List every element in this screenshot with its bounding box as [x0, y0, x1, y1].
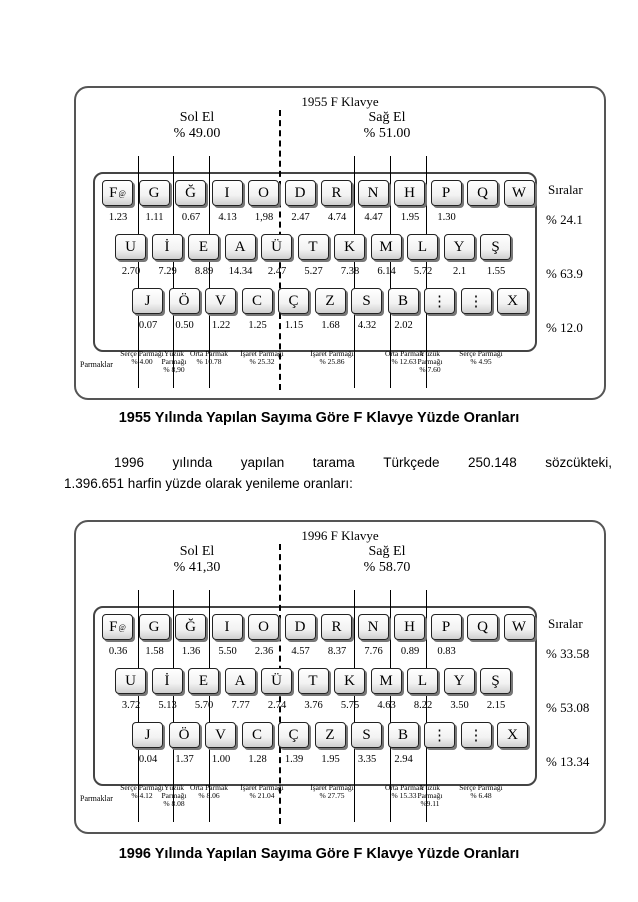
key-frequency-value: 1.15 [284, 320, 304, 331]
key-N [358, 614, 389, 640]
key-letter: Q [477, 184, 488, 201]
finger-label [310, 784, 354, 800]
key-letter: B [397, 292, 408, 309]
finger-percent: % 25.86 [319, 357, 345, 366]
finger-name: Orta Parmak [189, 349, 229, 358]
fingers-label: Parmaklar [80, 794, 113, 803]
key-letter: J [144, 292, 151, 309]
key-letter: Ş [491, 238, 500, 255]
finger-name: Yüzük Parmağı [417, 783, 443, 800]
key-G [139, 614, 170, 640]
finger-percent: %9.11 [420, 799, 440, 808]
key-letter: F [109, 184, 118, 201]
key-Q [467, 614, 498, 640]
key-frequency-value: 4.57 [291, 646, 310, 657]
key-Ş [480, 668, 511, 694]
key-S [351, 722, 382, 748]
key-letter: R [331, 618, 342, 635]
key-N [358, 180, 389, 206]
key-H [394, 614, 425, 640]
key-İ [152, 668, 183, 694]
key-letter: K [344, 238, 355, 255]
key-X [497, 288, 528, 314]
key-U [115, 234, 146, 260]
key-frequency-value: 2.74 [267, 700, 287, 711]
key-letter: V [215, 726, 226, 743]
key-K [334, 668, 365, 694]
row-percent: % 24.1 [546, 212, 583, 227]
key-letter: Y [453, 672, 465, 689]
key-Ç [278, 288, 309, 314]
key-frequency-value: 1.55 [486, 266, 506, 277]
key-R [321, 180, 352, 206]
key-V [205, 722, 236, 748]
hand-percent: % 41,30 [173, 560, 221, 575]
finger-percent: % 8.06 [198, 791, 220, 800]
key-Ö [169, 288, 200, 314]
key-frequency-value: 7.77 [231, 700, 250, 711]
finger-label [408, 350, 452, 374]
row-percent: % 33.58 [546, 646, 590, 661]
paragraph-line-1 [64, 452, 612, 473]
key-frequency-value: 5.72 [413, 266, 433, 277]
key-Ç [278, 722, 309, 748]
finger-percent: % 8.08 [163, 799, 185, 808]
key-frequency-value: 0.04 [138, 754, 158, 765]
finger-percent: % 21.04 [249, 791, 275, 800]
key-letter: P [441, 618, 451, 635]
key-letter: W [511, 618, 527, 635]
key-letter: Ü [271, 238, 282, 255]
keyboard-figure-1955 [74, 86, 606, 400]
key-letter: U [125, 672, 136, 689]
key-B [388, 722, 419, 748]
key-subscript: @ [118, 188, 126, 198]
key-frequency-value: 0.89 [400, 646, 420, 657]
key-V [205, 288, 236, 314]
key-letter: X [507, 292, 518, 309]
word: 1996 [114, 455, 145, 470]
key-frequency-value: 1.95 [321, 754, 340, 765]
key-frequency-value: 2.47 [291, 212, 310, 223]
row-percent: % 12.0 [546, 320, 583, 335]
key-letter: Z [325, 726, 335, 743]
finger-label [240, 784, 284, 800]
key-frequency-value: 5.70 [194, 700, 214, 711]
key-T [298, 668, 329, 694]
finger-percent: % 10.78 [196, 357, 222, 366]
right-hand-label [352, 110, 422, 142]
key-O [248, 180, 279, 206]
key-letter: ⋮ [432, 293, 447, 310]
key-frequency-value: 0.07 [138, 320, 158, 331]
key-frequency-value: 8.89 [194, 266, 214, 277]
keyboard-figure-1996 [74, 520, 606, 834]
key-Ş [480, 234, 511, 260]
word: 250.148 [467, 455, 517, 470]
key-letter: C [251, 292, 262, 309]
finger-percent: % 4.95 [470, 357, 492, 366]
body-paragraph [64, 452, 612, 494]
key-letter: L [417, 238, 428, 255]
key-Ğ [175, 614, 206, 640]
key-letter: B [397, 726, 408, 743]
finger-label [240, 350, 284, 366]
key-letter: Ö [178, 726, 190, 743]
key-I [212, 180, 243, 206]
key-letter: J [144, 726, 151, 743]
key-frequency-value: 4.63 [377, 700, 396, 711]
key-frequency-value: 3.72 [121, 700, 141, 711]
finger-label [187, 350, 231, 366]
key-frequency-value: 1.95 [400, 212, 420, 223]
finger-percent: % 4.12 [131, 791, 153, 800]
key-frequency-value: 0.83 [437, 646, 456, 657]
key-letter: L [417, 672, 428, 689]
key-Y [444, 234, 475, 260]
key-frequency-value: 1.25 [248, 320, 267, 331]
key-letter: K [344, 672, 355, 689]
key-letter: R [331, 184, 342, 201]
key-frequency-value: 0.50 [175, 320, 194, 331]
finger-name: Yüzük Parmağı [417, 349, 443, 366]
key-letter: G [148, 184, 160, 201]
key-letter: O [258, 618, 269, 635]
hand-name: Sağ El [368, 544, 406, 559]
finger-name: İşaret Parmağı [310, 783, 354, 792]
left-hand-label [162, 544, 232, 576]
key-frequency-value: 1.36 [181, 646, 201, 657]
key-E [188, 668, 219, 694]
key-D [285, 180, 316, 206]
key-O [248, 614, 279, 640]
key-Z [315, 722, 346, 748]
key-letter: Ğ [185, 184, 196, 201]
key-letter: İ [164, 238, 170, 255]
key-letter: M [379, 672, 393, 689]
finger-name: Yüzük Parmağı [161, 783, 187, 800]
finger-name: İşaret Parmağı [240, 783, 284, 792]
key-letter: D [294, 618, 306, 635]
key-E [188, 234, 219, 260]
finger-name: Serçe Parmağı [459, 349, 503, 358]
key-frequency-value: 0.67 [181, 212, 201, 223]
key-letter: X [507, 726, 518, 743]
right-hand-label [352, 544, 422, 576]
key-U [115, 668, 146, 694]
key-Ö [169, 722, 200, 748]
key-letter: H [404, 618, 415, 635]
key-S [351, 288, 382, 314]
key-L [407, 234, 438, 260]
finger-name: Orta Parmak [189, 783, 229, 792]
word: Türkçede [383, 455, 440, 470]
hand-percent: % 58.70 [363, 560, 411, 575]
fingers-label: Parmaklar [80, 360, 113, 369]
key-letter: ⋮ [468, 727, 484, 744]
key-frequency-value: 7.76 [364, 646, 383, 657]
finger-percent: % 15.33 [391, 791, 417, 800]
key-M [371, 234, 402, 260]
finger-name: Serçe Parmağı [120, 349, 164, 358]
key-frequency-value: 1.37 [175, 754, 194, 765]
key-letter: S [362, 726, 371, 743]
key-letter: Ö [178, 292, 190, 309]
word: yapılan [240, 455, 285, 470]
key-G [139, 180, 170, 206]
finger-name: Serçe Parmağı [459, 783, 503, 792]
key-F [102, 614, 133, 640]
key-letter: F [109, 618, 118, 635]
key-Ğ [175, 180, 206, 206]
key-frequency-value: 5.50 [218, 646, 237, 657]
key-frequency-value: 1.00 [211, 754, 231, 765]
key-frequency-value: 6.14 [377, 266, 396, 277]
key-frequency-value: 14.34 [228, 266, 253, 277]
key-frequency-value: 7.38 [340, 266, 360, 277]
key-subscript: @ [118, 622, 126, 632]
word: sözcükteki, [545, 455, 612, 470]
finger-percent: % 8,90 [163, 365, 185, 374]
hand-name: Sağ El [368, 110, 406, 125]
key-C [242, 288, 273, 314]
key-⋮ [424, 722, 455, 748]
finger-label [459, 350, 503, 366]
key-letter: E [198, 238, 209, 255]
key-W [504, 614, 535, 640]
key-letter: H [404, 184, 415, 201]
key-Q [467, 180, 498, 206]
finger-percent: % 25.32 [249, 357, 275, 366]
key-letter: N [367, 618, 379, 635]
key-frequency-value: 1.11 [145, 212, 164, 223]
key-frequency-value: 2.36 [254, 646, 274, 657]
key-frequency-value: 8.37 [327, 646, 347, 657]
key-⋮ [461, 288, 492, 314]
finger-name: Orta Parmak [384, 349, 424, 358]
finger-percent: % 27.75 [319, 791, 345, 800]
figure-title: 1996 F Klavye [301, 528, 379, 543]
key-Y [444, 668, 475, 694]
key-letter: G [148, 618, 160, 635]
key-letter: W [511, 184, 527, 201]
key-frequency-value: 2.1 [452, 266, 467, 277]
row-percent: % 13.34 [546, 754, 590, 769]
key-frequency-value: 1.39 [284, 754, 304, 765]
key-H [394, 180, 425, 206]
key-İ [152, 234, 183, 260]
key-K [334, 234, 365, 260]
hand-name: Sol El [179, 110, 215, 125]
key-letter: A [234, 238, 246, 255]
key-J [132, 722, 163, 748]
key-letter: P [441, 184, 451, 201]
row-percent: % 63.9 [546, 266, 583, 281]
finger-label [459, 784, 503, 800]
key-frequency-value: 4.32 [357, 320, 377, 331]
key-frequency-value: 2.47 [267, 266, 287, 277]
key-J [132, 288, 163, 314]
key-Ü [261, 234, 292, 260]
key-letter: S [362, 292, 371, 309]
row-percent: % 53.08 [546, 700, 590, 715]
hand-percent: % 51.00 [363, 126, 411, 141]
rows-label: Sıralar [548, 616, 583, 631]
key-letter: C [251, 726, 262, 743]
key-W [504, 180, 535, 206]
key-letter: Ç [288, 726, 299, 743]
key-C [242, 722, 273, 748]
key-letter: Z [325, 292, 335, 309]
finger-percent: % 4.00 [131, 357, 153, 366]
finger-label [310, 350, 354, 366]
key-letter: D [294, 184, 306, 201]
key-letter: E [198, 672, 209, 689]
key-frequency-value: 4.74 [327, 212, 347, 223]
finger-percent: % 12.63 [391, 357, 417, 366]
key-frequency-value: 2.15 [486, 700, 506, 711]
finger-label [187, 784, 231, 800]
key-letter: T [308, 672, 318, 689]
key-frequency-value: 0.36 [108, 646, 128, 657]
key-frequency-value: 5.27 [304, 266, 323, 277]
finger-percent: % 6.48 [470, 791, 492, 800]
key-A [225, 668, 256, 694]
key-letter: A [234, 672, 246, 689]
key-letter: ⋮ [432, 727, 447, 744]
key-letter: Ş [491, 672, 500, 689]
figure-caption-1955: 1955 Yılında Yapılan Sayıma Göre F Klavye Yüzde Oranları [118, 410, 520, 426]
finger-percent: % 7.60 [419, 365, 441, 374]
key-Z [315, 288, 346, 314]
key-T [298, 234, 329, 260]
key-letter: N [367, 184, 379, 201]
key-Ü [261, 668, 292, 694]
key-letter: V [215, 292, 226, 309]
finger-label [408, 784, 452, 808]
finger-name: Orta Parmak [384, 783, 424, 792]
key-I [212, 614, 243, 640]
key-M [371, 668, 402, 694]
key-frequency-value: 3.76 [304, 700, 323, 711]
key-frequency-value: 8.22 [413, 700, 433, 711]
key-letter: T [308, 238, 318, 255]
finger-name: İşaret Parmağı [310, 349, 354, 358]
key-X [497, 722, 528, 748]
left-hand-label [162, 110, 232, 142]
key-letter: Ü [271, 672, 282, 689]
key-B [388, 288, 419, 314]
key-frequency-value: 1.30 [437, 212, 456, 223]
key-frequency-value: 2.02 [394, 320, 413, 331]
key-frequency-value: 4.47 [364, 212, 383, 223]
key-letter: ⋮ [468, 293, 484, 310]
key-letter: Q [477, 618, 488, 635]
word: yılında [172, 455, 213, 470]
key-frequency-value: 5.13 [158, 700, 177, 711]
hand-percent: % 49.00 [173, 126, 221, 141]
key-frequency-value: 5.75 [340, 700, 360, 711]
key-frequency-value: 7.29 [158, 266, 177, 277]
key-letter: Ğ [185, 618, 196, 635]
rows-label: Sıralar [548, 182, 583, 197]
key-F [102, 180, 133, 206]
key-letter: O [258, 184, 269, 201]
key-letter: Y [453, 238, 465, 255]
key-frequency-value: 1.68 [321, 320, 340, 331]
key-frequency-value: 1.58 [145, 646, 164, 657]
word: tarama [312, 455, 355, 470]
key-letter: U [125, 238, 136, 255]
key-⋮ [424, 288, 455, 314]
key-letter: M [379, 238, 393, 255]
figure-caption-1996: 1996 Yılında Yapılan Sayıma Göre F Klavye Yüzde Oranları [118, 846, 520, 862]
key-L [407, 668, 438, 694]
key-A [225, 234, 256, 260]
key-frequency-value: 1.28 [248, 754, 267, 765]
key-letter: İ [164, 672, 170, 689]
figure-title: 1955 F Klavye [301, 94, 379, 109]
key-P [431, 614, 462, 640]
key-⋮ [461, 722, 492, 748]
finger-name: Serçe Parmağı [120, 783, 164, 792]
finger-name: Yüzük Parmağı [161, 349, 187, 366]
key-frequency-value: 3.50 [450, 700, 469, 711]
hand-name: Sol El [179, 544, 215, 559]
paragraph-line-2: 1.396.651 harfin yüzde olarak yenileme oranları: [64, 476, 353, 491]
key-R [321, 614, 352, 640]
key-frequency-value: 1.23 [108, 212, 128, 223]
finger-name: İşaret Parmağı [240, 349, 284, 358]
key-frequency-value: 4.13 [218, 212, 237, 223]
key-letter: I [224, 184, 230, 201]
key-D [285, 614, 316, 640]
key-frequency-value: 2.94 [394, 754, 413, 765]
key-letter: I [224, 618, 230, 635]
key-P [431, 180, 462, 206]
key-frequency-value: 1,98 [254, 212, 274, 223]
key-frequency-value: 3.35 [357, 754, 377, 765]
key-frequency-value: 2.70 [121, 266, 141, 277]
key-frequency-value: 1.22 [211, 320, 231, 331]
key-letter: Ç [288, 292, 299, 309]
